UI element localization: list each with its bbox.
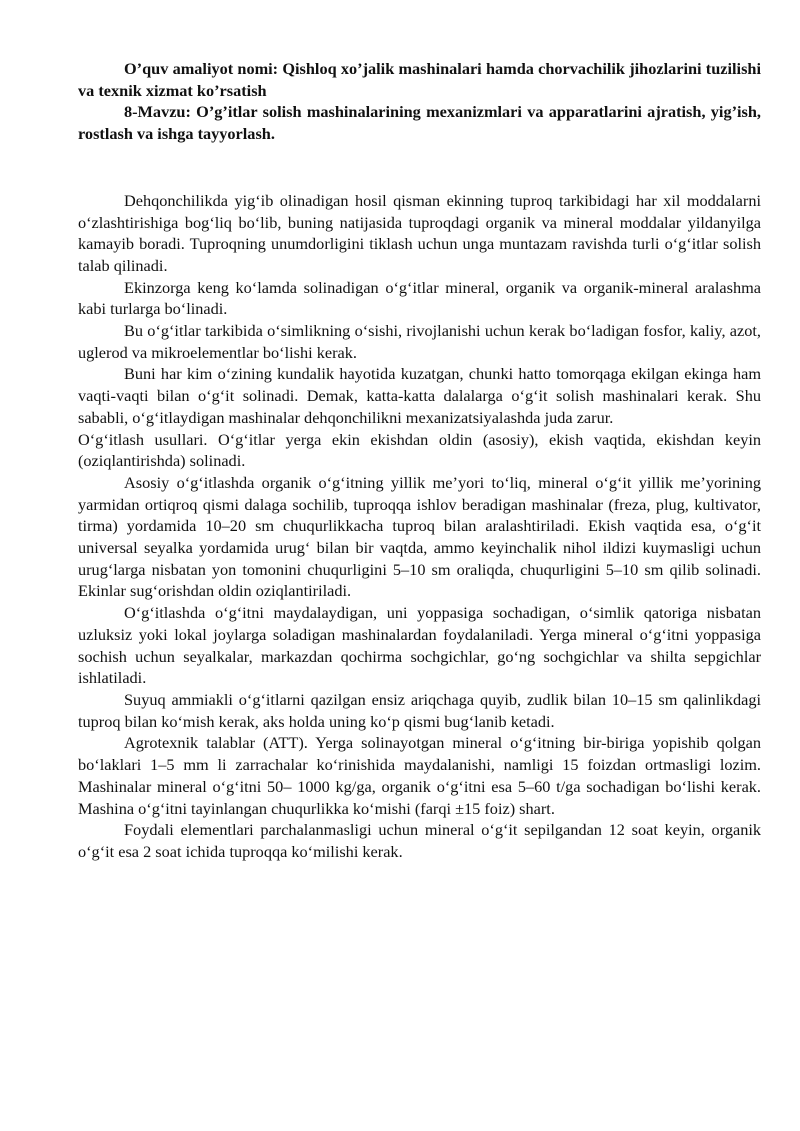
paragraph: Buni har kim o‘zining kundalik hayotida kuzatgan, chunki hatto tomorqaga ekilgan ekinga ham vaqti-vaqti bilan o‘g‘it solinadi. Demak, katta-katta dalalarga o‘g‘it solish mashinalari kerak. Shu sababli, o‘g‘itlaydigan mashinalar dehqonchilikni mexanizatsiyalashda juda zarur. bbox=[78, 364, 761, 427]
topic-title: 8-Mavzu: O’g’itlar solish mashinalarining mexanizmlari va apparatlarini ajratish, yig’ish, rostlash va ishga tayyorlash. bbox=[78, 102, 761, 144]
practice-title: O’quv amaliyot nomi: Qishloq xo’jalik mashinalari hamda chorvachilik jihozlarini tuzilishi va texnik xizmat ko’rsatish bbox=[78, 59, 761, 100]
document-body bbox=[78, 190, 761, 863]
paragraph: Agrotexnik talablar (ATT). Yerga solinayotgan mineral o‘g‘itning bir-biriga yopishib qolgan bo‘laklari 1–5 mm li zarrachalar ko‘rinishida maydalanishi, namligi 15 foizdan ortmasligi lozim. Mashinalar mineral o‘g‘itni 50– 1000 kg/ga, organik o‘g‘itni esa 5–60 t/ga sochadigan bo‘lishi kerak. Mashina o‘g‘itni tayinlangan chuqurlikka ko‘mishi (farqi ±15 foiz) shart. bbox=[78, 733, 761, 818]
document-page bbox=[78, 58, 761, 863]
document-heading bbox=[78, 58, 761, 145]
paragraph: Suyuq ammiakli o‘g‘itlarni qazilgan ensiz ariqchaga quyib, zudlik bilan 10–15 sm qalinlikdagi tuproq bilan ko‘mish kerak, aks holda uning ko‘p qismi bug‘lanib ketadi. bbox=[78, 689, 761, 731]
paragraph: O‘g‘itlashda o‘g‘itni maydalaydigan, uni yoppasiga sochadigan, o‘simlik qatoriga nisbatan uzluksiz yoki lokal joylarga soladigan mashinalardan foydalaniladi. Yerga mineral o‘g‘itni yoppasiga sochish uchun seyalkalar, markazdan qochirma sochgichlar, go‘ng sochgichlar va shilta sepgichlar ishlatiladi. bbox=[78, 603, 761, 688]
paragraph: O‘g‘itlash usullari. O‘g‘itlar yerga ekin ekishdan oldin (asosiy), ekish vaqtida, ekishdan keyin (oziqlantirishda) solinadi. bbox=[78, 429, 761, 471]
paragraph: Bu o‘g‘itlar tarkibida o‘simlikning o‘sishi, rivojlanishi uchun kerak bo‘ladigan fosfor, kaliy, azot, uglerod va mikroelementlar bo‘lishi kerak. bbox=[78, 321, 761, 362]
paragraph: Dehqonchilikda yig‘ib olinadigan hosil qisman ekinning tuproq tarkibidagi har xil moddalarni o‘zlashtirishiga bog‘liq bo‘lib, buning natijasida tuproqdagi organik va mineral moddalar yildanyilga kamayib boradi. Tuproqning unumdorligini tiklash uchun unga muntazam ravishda turli o‘g‘itlar solish talab qilinadi. bbox=[78, 190, 761, 275]
paragraph: Foydali elementlari parchalanmasligi uchun mineral o‘g‘it sepilgandan 12 soat keyin, organik o‘g‘it esa 2 soat ichida tuproqqa ko‘milishi kerak. bbox=[78, 820, 761, 861]
paragraph: Asosiy o‘g‘itlashda organik o‘g‘itning yillik me’yori to‘liq, mineral o‘g‘it yillik me’yorining yarmidan ortiqroq qismi dalaga sochilib, tuproqqa ishlov beradigan mashinalar (freza, plug, kultivator, tirma) yordamida 10–20 sm chuqurlikkacha tuproq bilan aralashtiriladi. Ekish vaqtida esa, o‘g‘it universal seyalka yordamida urug‘ bilan bir vaqtda, ammo keyinchalik nihol ildizi kuymasligi uchun urug‘larga nisbatan yon tomonini chuqurligini 5–10 sm oraliqda, chuqurligini 5–10 sm qilib solinadi. Ekinlar sug‘orishdan oldin oziqlantiriladi. bbox=[78, 472, 761, 601]
paragraph: Ekinzorga keng ko‘lamda solinadigan o‘g‘itlar mineral, organik va organik-mineral aralashma kabi turlarga bo‘linadi. bbox=[78, 277, 761, 319]
